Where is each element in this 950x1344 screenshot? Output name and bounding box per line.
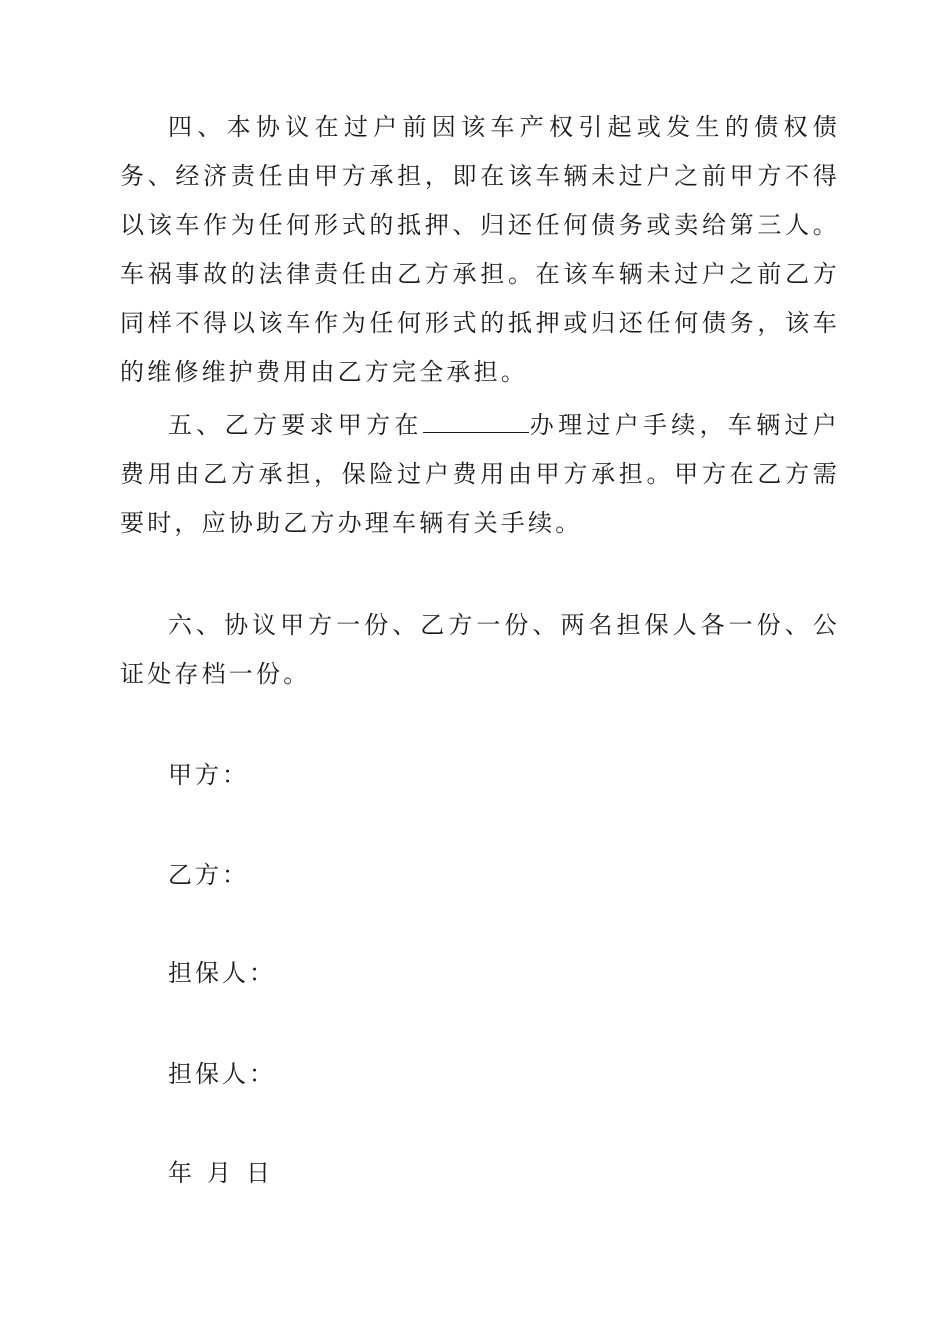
date-day-label: 日 xyxy=(246,1159,273,1187)
clause-five-lead: 五、乙方要求甲方在 xyxy=(168,411,423,439)
guarantor-two-signature-label: 担保人： xyxy=(168,1060,276,1088)
date-line xyxy=(168,1158,285,1188)
transfer-date-blank[interactable] xyxy=(423,410,529,433)
guarantor-one-signature-label: 担保人： xyxy=(168,959,276,987)
date-month-label: 月 xyxy=(207,1159,234,1187)
clause-four: 四、本协议在过户前因该车产权引起或发生的债权债务、经济责任由甲方承担，即在该车辆未过户之前甲方不得以该车作为任何形式的抵押、归还任何债务或卖给第三人。车祸事故的法律责任由乙方承担。在该车辆未过户之前乙方同样不得以该车作为任何形式的抵押或归还任何债务，该车的维修维护费用由乙方完全承担。 xyxy=(120,113,840,386)
clause-six: 六、协议甲方一份、乙方一份、两名担保人各一份、公证处存档一份。 xyxy=(120,611,840,688)
party-a-signature-label: 甲方： xyxy=(168,761,249,789)
clause-five-rest: 办理过户手续，车辆过户费用由乙方承担，保险过户费用由甲方承担。甲方在乙方需要时，应协助乙方办理车辆有关手续。 xyxy=(120,411,840,537)
party-b-signature-label: 乙方： xyxy=(168,861,249,889)
clause-five xyxy=(120,401,840,548)
date-year-label: 年 xyxy=(168,1159,195,1187)
